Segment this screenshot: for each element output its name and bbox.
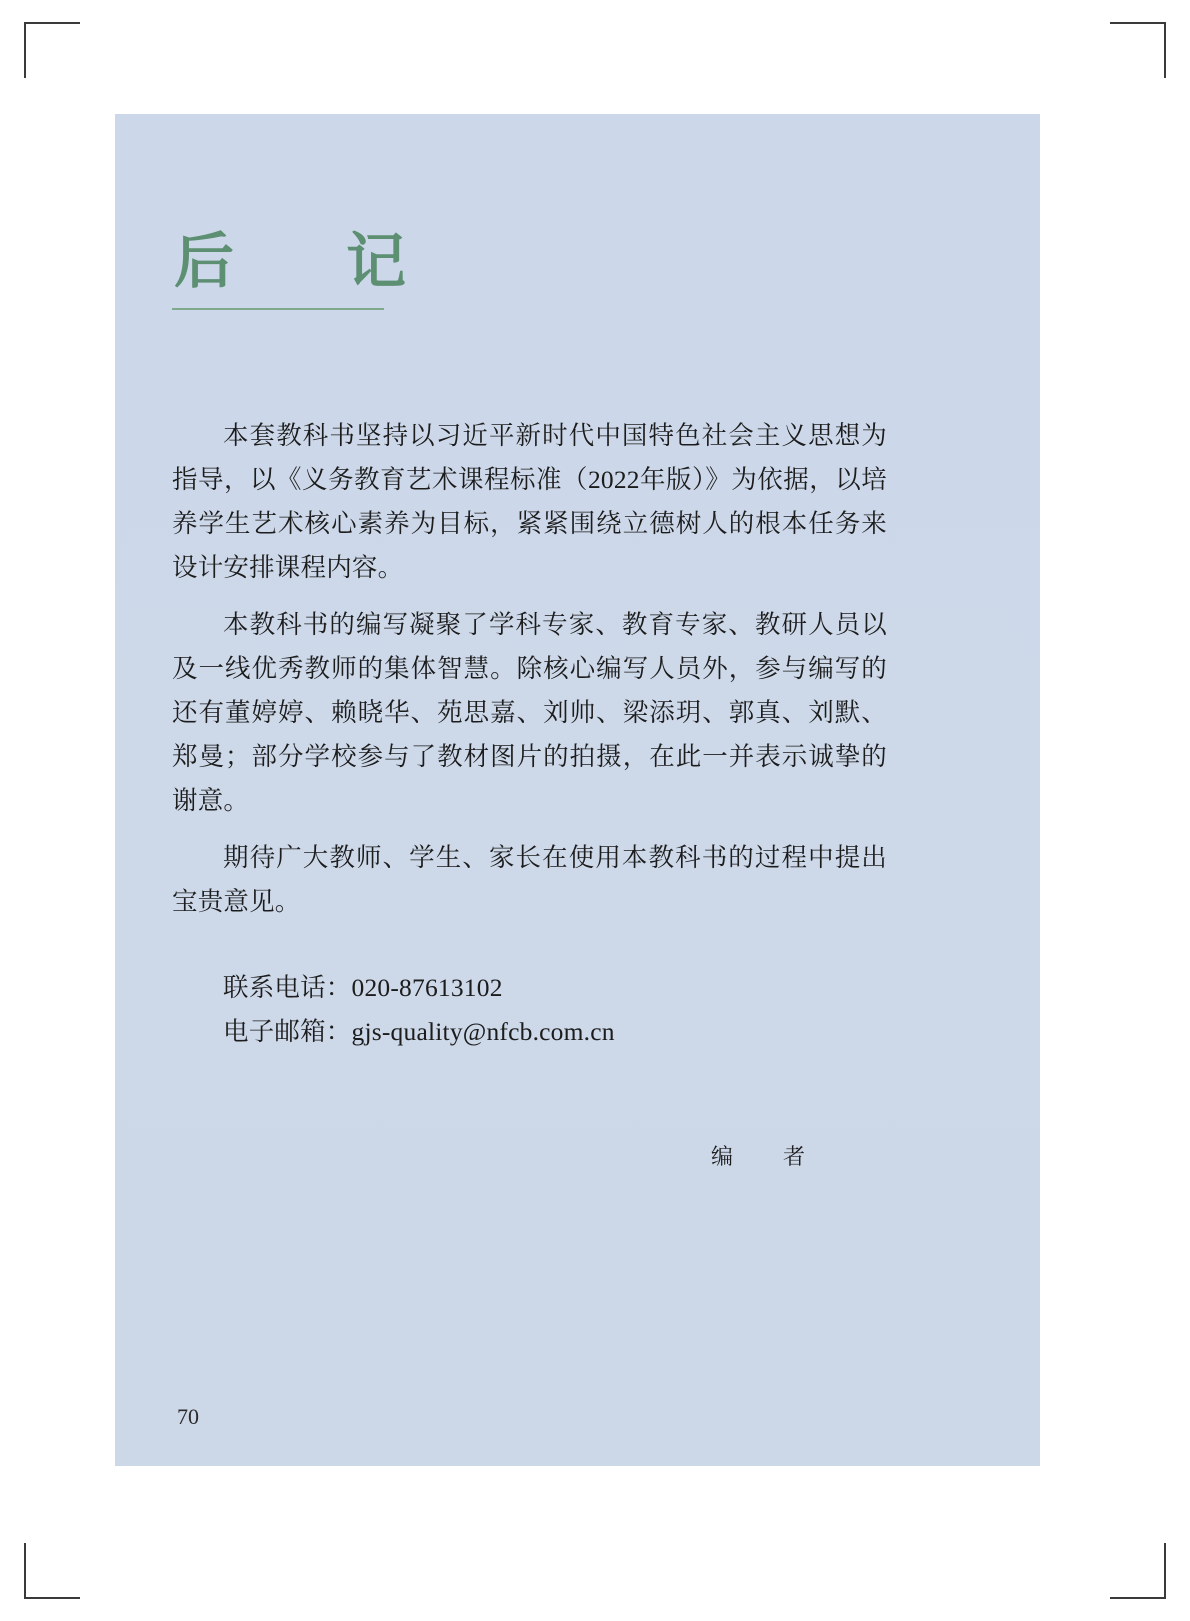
page-title: 后 记 <box>174 227 432 297</box>
page-title-block <box>170 227 570 310</box>
crop-mark-top-right <box>1110 22 1166 78</box>
page-panel <box>115 114 1040 1466</box>
crop-mark-top-left <box>24 22 80 78</box>
paragraph-3: 期待广大教师、学生、家长在使用本教科书的过程中提出宝贵意见。 <box>172 843 887 916</box>
title-underline <box>172 308 384 310</box>
crop-mark-bottom-left <box>24 1543 80 1599</box>
crop-mark-bottom-right <box>1110 1543 1166 1599</box>
signature: 编 者 <box>710 1144 819 1169</box>
paragraph-2: 本教科书的编写凝聚了学科专家、教育专家、教研人员以及一线优秀教师的集体智慧。除核心编写人员外，参与编写的还有董婷婷、赖晓华、苑思嘉、刘帅、梁添玥、郭真、刘默、郑曼；部分学校参与了教材图片的拍摄，在此一并表示诚挚的谢意。 <box>172 610 887 815</box>
contact-phone: 联系电话：020-87613102 <box>223 973 503 1002</box>
contact-email: 电子邮箱：gjs-quality@nfcb.com.cn <box>223 1017 615 1046</box>
paragraph-1: 本套教科书坚持以习近平新时代中国特色社会主义思想为指导，以《义务教育艺术课程标准（2022年版）》为依据，以培养学生艺术核心素养为目标，紧紧围绕立德树人的根本任务来设计安排课程内容。 <box>172 421 887 582</box>
contact-block <box>172 966 887 1054</box>
page-number: 70 <box>177 1404 199 1429</box>
afterword-body <box>172 414 887 1171</box>
